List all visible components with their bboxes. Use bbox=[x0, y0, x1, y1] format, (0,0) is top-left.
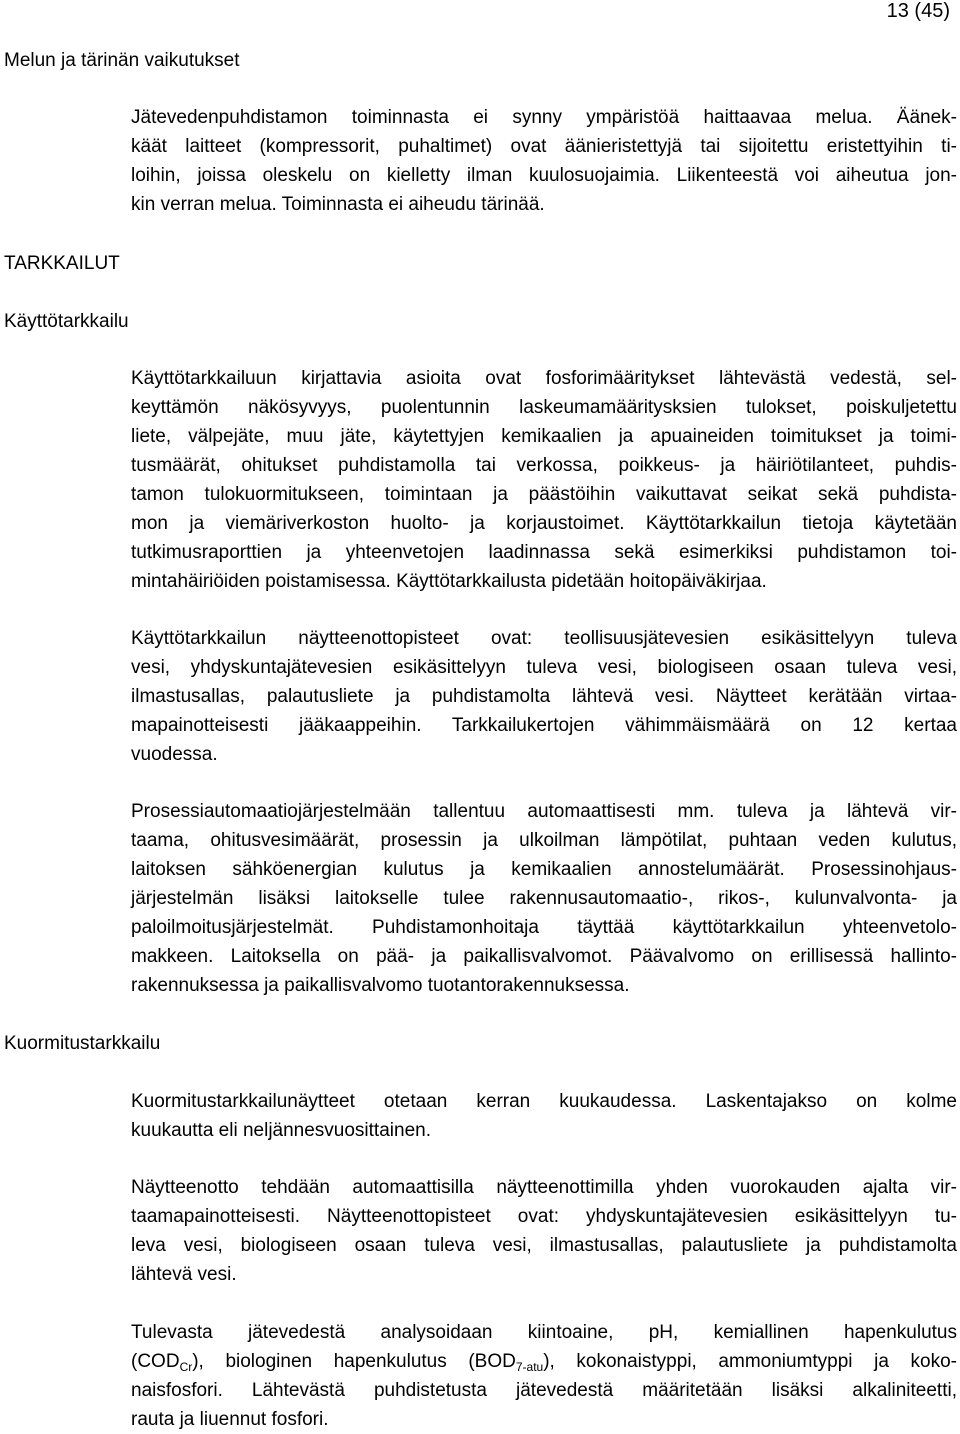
text-line: paloilmoitusjärjestelmät. Puhdistamonhoitaja täyttää käyttötarkkailun yhteenvetolo- bbox=[131, 917, 957, 938]
page-number: 13 (45) bbox=[886, 0, 950, 22]
text-line bbox=[131, 1347, 957, 1376]
text-line: järjestelmän lisäksi laitokselle tulee rakennusautomaatio-, rikos-, kulunvalvonta- ja bbox=[131, 888, 957, 909]
text-line: vuodessa. bbox=[131, 744, 218, 765]
text-line: käät laitteet (kompressorit, puhaltimet) ovat äänieristettyjä tai sijoitettu eristettyihin ti- bbox=[131, 136, 957, 157]
subscript: Cr bbox=[179, 1360, 193, 1374]
paragraph-operational-3 bbox=[131, 797, 957, 1000]
text-fragment: ), biologinen hapenkulutus (BOD bbox=[192, 1351, 516, 1372]
text-line: Käyttötarkkailuun kirjattavia asioita ovat fosforimääritykset lähtevästä vedestä, sel- bbox=[131, 368, 957, 389]
text-line: ilmastusallas, palautusliete ja puhdistamolta lähtevä vesi. Näytteet kerätään virtaa- bbox=[131, 686, 957, 707]
paragraph-noise bbox=[131, 103, 957, 219]
text-line: Käyttötarkkailun näytteenottopisteet ovat: teollisuusjätevesien esikäsittelyyn tuleva bbox=[131, 628, 957, 649]
text-line: liete, välpejäte, muu jäte, käytettyjen kemikaalien ja apuaineiden toimitukset ja toimi- bbox=[131, 426, 957, 447]
paragraph-operational-1 bbox=[131, 364, 957, 596]
text-line: laitoksen sähköenergian kulutus ja kemikaalien annostelumäärät. Prosessinohjaus- bbox=[131, 859, 957, 880]
text-line: naisfosfori. Lähtevästä puhdistetusta jätevedestä määritetään lisäksi alkaliniteetti, bbox=[131, 1380, 957, 1401]
heading-noise-effects: Melun ja tärinän vaikutukset bbox=[4, 50, 240, 71]
text-line: vesi, yhdyskuntajätevesien esikäsittelyyn tuleva vesi, biologiseen osaan tuleva vesi, bbox=[131, 657, 957, 678]
paragraph-load-1 bbox=[131, 1087, 957, 1145]
text-line: tutkimusraporttien ja yhteenvetojen laadinnassa sekä esimerkiksi puhdistamon toi- bbox=[131, 542, 957, 563]
text-fragment: ), kokonaistyppi, ammoniumtyppi ja koko- bbox=[543, 1351, 958, 1372]
text-line: loihin, joissa oleskelu on kielletty ilman kuulosuojaimia. Liikenteestä voi aiheutua jon- bbox=[131, 165, 957, 186]
text-line: lähtevä vesi. bbox=[131, 1264, 237, 1285]
text-line: kin verran melua. Toiminnasta ei aiheudu tärinää. bbox=[131, 194, 545, 215]
text-line: mintahäiriöiden poistamisessa. Käyttötarkkailusta pidetään hoitopäiväkirjaa. bbox=[131, 571, 767, 592]
text-line: Prosessiautomaatiojärjestelmään tallentuu automaattisesti mm. tuleva ja lähtevä vir- bbox=[131, 801, 957, 822]
text-line: Tulevasta jätevedestä analysoidaan kiintoaine, pH, kemiallinen hapenkulutus bbox=[131, 1322, 957, 1343]
text-line: leva vesi, biologiseen osaan tuleva vesi, ilmastusallas, palautusliete ja puhdistamolta bbox=[131, 1235, 957, 1256]
paragraph-load-3 bbox=[131, 1318, 957, 1434]
heading-operational-monitoring: Käyttötarkkailu bbox=[4, 311, 129, 332]
text-line: tusmäärät, ohitukset puhdistamolla tai verkossa, poikkeus- ja häiriötilanteet, puhdis- bbox=[131, 455, 957, 476]
text-line: taama, ohitusvesimäärät, prosessin ja ulkoilman lämpötilat, puhtaan veden kulutus, bbox=[131, 830, 957, 851]
text-line: rauta ja liuennut fosfori. bbox=[131, 1409, 329, 1430]
paragraph-load-2 bbox=[131, 1173, 957, 1289]
heading-monitoring: TARKKAILUT bbox=[4, 253, 120, 274]
text-line: keyttämön näkösyvyys, puolentunnin laskeumamääritysksien tulokset, poiskuljetettu bbox=[131, 397, 957, 418]
subscript: 7-atu bbox=[515, 1360, 544, 1374]
text-line: Kuormitustarkkailunäytteet otetaan kerran kuukaudessa. Laskentajakso on kolme bbox=[131, 1091, 957, 1112]
text-line: makkeen. Laitoksella on pää- ja paikallisvalvomot. Päävalvomo on erillisessä hallinto- bbox=[131, 946, 957, 967]
text-line: mon ja viemäriverkoston huolto- ja korjaustoimet. Käyttötarkkailun tietoja käytetään bbox=[131, 513, 957, 534]
text-fragment: (COD bbox=[131, 1351, 180, 1372]
heading-load-monitoring: Kuormitustarkkailu bbox=[4, 1033, 161, 1054]
text-line: kuukautta eli neljännesvuosittainen. bbox=[131, 1120, 431, 1141]
text-line: taamapainotteisesti. Näytteenottopisteet ovat: yhdyskuntajätevesien esikäsittelyyn tu- bbox=[131, 1206, 957, 1227]
paragraph-operational-2 bbox=[131, 624, 957, 769]
text-line: tamon tulokuormitukseen, toimintaan ja päästöihin vaikuttavat seikat sekä puhdista- bbox=[131, 484, 957, 505]
text-line: mapainotteisesti jääkaappeihin. Tarkkailukertojen vähimmäismäärä on 12 kertaa bbox=[131, 715, 957, 736]
text-line: Näytteenotto tehdään automaattisilla näytteenottimilla yhden vuorokauden ajalta vir- bbox=[131, 1177, 957, 1198]
text-line: Jätevedenpuhdistamon toiminnasta ei synny ympäristöä haittaavaa melua. Äänek- bbox=[131, 107, 957, 128]
text-line: rakennuksessa ja paikallisvalvomo tuotantorakennuksessa. bbox=[131, 975, 630, 996]
